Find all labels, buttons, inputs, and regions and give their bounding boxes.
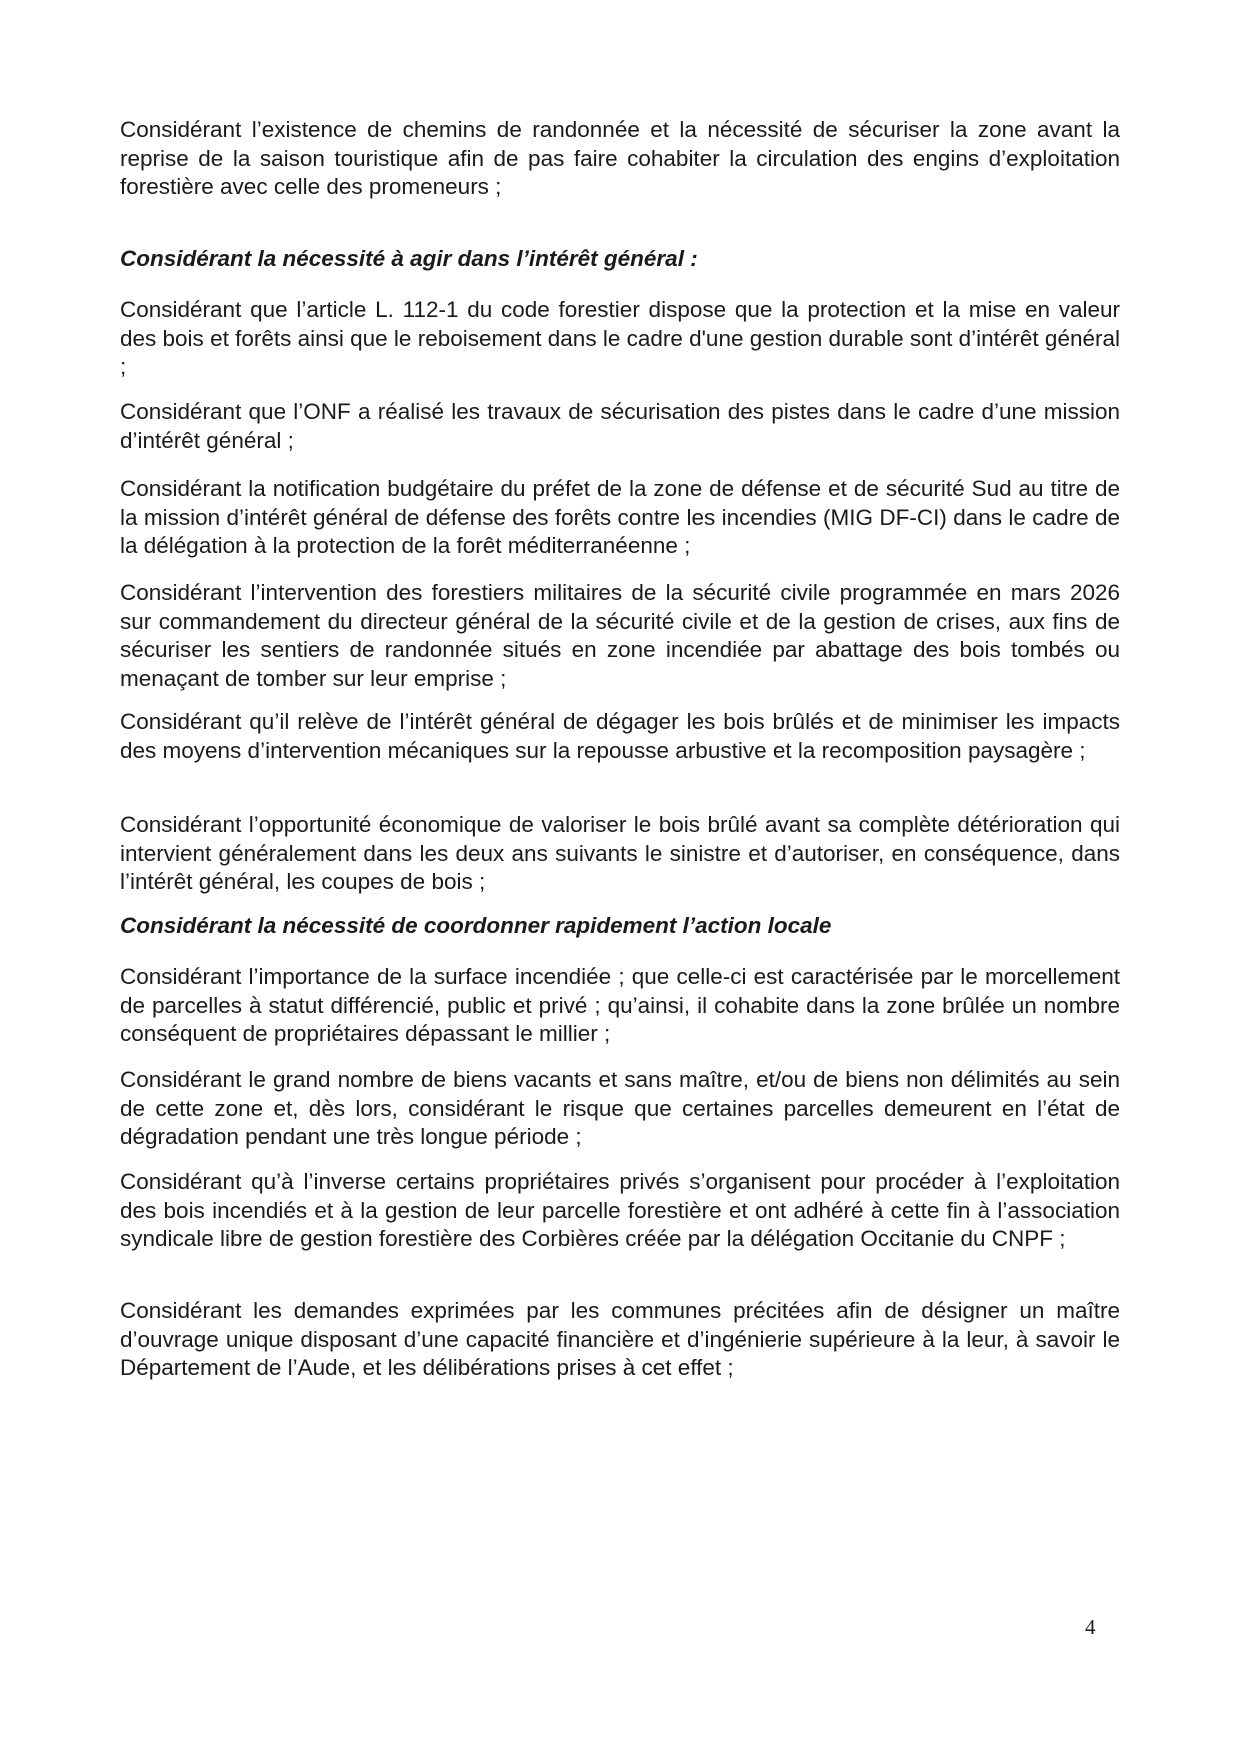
- paragraph-economic-opportunity: Considérant l’opportunité économique de valoriser le bois brûlé avant sa complète détérioration qui intervient généralement dans les deux ans suivants le sinistre et d’autoriser, en conséquence, dans l’intérêt général, les coupes de bois ;: [120, 812, 1120, 895]
- paragraph-private-owners: Considérant qu’à l’inverse certains propriétaires privés s’organisent pour procéder à l’exploitation des bois incendiés et à la gestion de leur parcelle forestière et ont adhéré à cette fin à l’association syndicale libre de gestion forestière des Corbières créée par la délégation Occitanie du CNPF ;: [120, 1169, 1120, 1252]
- heading-general-interest: Considérant la nécessité à agir dans l’intérêt général :: [120, 246, 698, 271]
- page-number: 4: [1085, 1615, 1096, 1639]
- paragraph-onf-works: Considérant que l’ONF a réalisé les travaux de sécurisation des pistes dans le cadre d’une mission d’intérêt général ;: [120, 399, 1120, 453]
- paragraph-hiking-trails: Considérant l’existence de chemins de randonnée et la nécessité de sécuriser la zone avant la reprise de la saison touristique afin de pas faire cohabiter la circulation des engins d’exploitation forestière avec celle des promeneurs ;: [120, 117, 1120, 200]
- paragraph-vacant-properties: Considérant le grand nombre de biens vacants et sans maître, et/ou de biens non délimités au sein de cette zone et, dès lors, considérant le risque que certaines parcelles demeurent en l’état de dégradation pendant une très longue période ;: [120, 1067, 1120, 1150]
- heading-local-action: Considérant la nécessité de coordonner rapidement l’action locale: [120, 913, 832, 938]
- paragraph-municipal-requests: Considérant les demandes exprimées par les communes précitées afin de désigner un maître d’ouvrage unique disposant d’une capacité financière et d’ingénierie supérieure à la leur, à savoir le Département de l’Aude, et les délibérations prises à cet effet ;: [120, 1298, 1120, 1381]
- paragraph-military-foresters: Considérant l’intervention des forestiers militaires de la sécurité civile programmée en mars 2026 sur commandement du directeur général de la sécurité civile et de la gestion de crises, aux fins de sécuriser les sentiers de randonnée situés en zone incendiée par abattage des bois tombés ou menaçant de tomber sur leur emprise ;: [120, 580, 1120, 691]
- paragraph-burnt-surface: Considérant l’importance de la surface incendiée ; que celle-ci est caractérisée par le morcellement de parcelles à statut différencié, public et privé ; qu’ainsi, il cohabite dans la zone brûlée un nombre conséquent de propriétaires dépassant le millier ;: [120, 964, 1120, 1047]
- paragraph-forest-code: Considérant que l’article L. 112-1 du code forestier dispose que la protection et la mise en valeur des bois et forêts ainsi que le reboisement dans le cadre d'une gestion durable sont d’intérêt général ;: [120, 297, 1120, 380]
- paragraph-burnt-wood-clearing: Considérant qu’il relève de l’intérêt général de dégager les bois brûlés et de minimiser les impacts des moyens d’intervention mécaniques sur la repousse arbustive et la recomposition paysagère ;: [120, 709, 1120, 763]
- paragraph-budget-notification: Considérant la notification budgétaire du préfet de la zone de défense et de sécurité Sud au titre de la mission d’intérêt général de défense des forêts contre les incendies (MIG DF-CI) dans le cadre de la délégation à la protection de la forêt méditerranéenne ;: [120, 476, 1120, 559]
